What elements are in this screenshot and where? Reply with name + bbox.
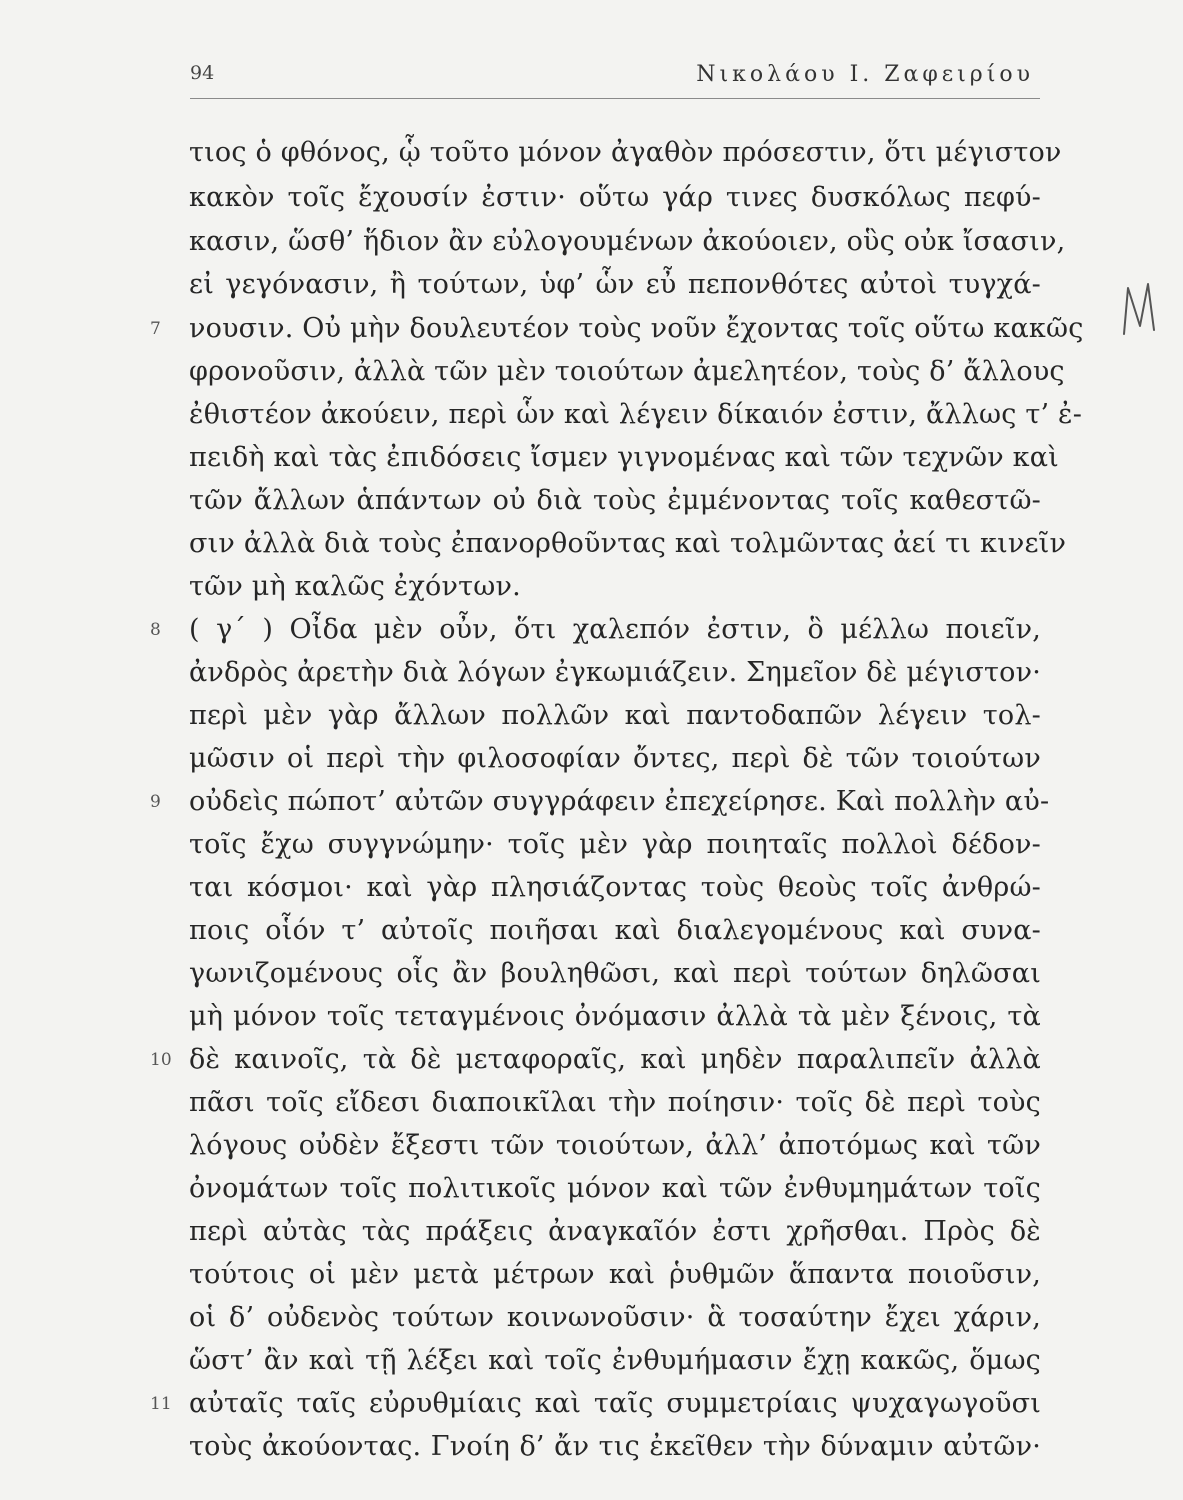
text-line: περὶ μὲν γὰρ ἄλλων πολλῶν καὶ παντοδαπῶν λέγειν τολ- — [189, 700, 1041, 731]
text-line: τῶν ἄλλων ἁπάντων οὐ διὰ τοὺς ἐμμένοντας τοῖς καθεστῶ- — [189, 485, 1041, 516]
text-line: ὥστ’ ἂν καὶ τῇ λέξει καὶ τοῖς ἐνθυμήμασιν ἔχῃ κακῶς, ὅμως — [189, 1345, 1041, 1376]
pencil-annotation-icon — [1118, 278, 1162, 338]
text-line: τιος ὁ φθόνος, ᾧ τοῦτο μόνον ἀγαθὸν πρόσεστιν, ὅτι μέγιστον — [189, 137, 1062, 168]
page-header — [190, 62, 1040, 99]
text-line: σιν ἀλλὰ διὰ τοὺς ἐπανορθοῦντας καὶ τολμῶντας ἀεί τι κινεῖν — [189, 528, 1067, 559]
text-line: ται κόσμοι· καὶ γὰρ πλησιάζοντας τοὺς θεοὺς τοῖς ἀνθρώ- — [189, 872, 1041, 903]
margin-section-number: 7 — [150, 319, 161, 339]
text-line: εἰ γεγόνασιν, ἢ τούτων, ὑφ’ ὧν εὖ πεπονθότες αὐτοὶ τυγχά- — [189, 269, 1041, 300]
text-line: οἱ δ’ οὐδενὸς τούτων κοινωνοῦσιν· ἃ τοσαύτην ἔχει χάριν, — [189, 1302, 1041, 1333]
text-line: γωνιζομένους οἷς ἂν βουληθῶσι, καὶ περὶ τούτων δηλῶσαι — [189, 958, 1041, 989]
text-line: ὀνομάτων τοῖς πολιτικοῖς μόνον καὶ τῶν ἐνθυμημάτων τοῖς — [189, 1173, 1041, 1204]
text-line: μὴ μόνον τοῖς τεταγμένοις ὀνόμασιν ἀλλὰ τὰ μὲν ξένοις, τὰ — [189, 1001, 1041, 1032]
text-line: φρονοῦσιν, ἀλλὰ τῶν μὲν τοιούτων ἀμελητέον, τοὺς δ’ ἄλλους — [189, 356, 1065, 387]
text-line: ( γ΄ ) Οἶδα μὲν οὖν, ὅτι χαλεπόν ἐστιν, ὃ μέλλω ποιεῖν, — [189, 614, 1041, 645]
text-line: αὐταῖς ταῖς εὐρυθμίαις καὶ ταῖς συμμετρίαις ψυχαγωγοῦσι — [189, 1388, 1041, 1419]
margin-section-number: 10 — [150, 1050, 172, 1070]
text-line: λόγους οὐδὲν ἔξεστι τῶν τοιούτων, ἀλλ’ ἀποτόμως καὶ τῶν — [189, 1130, 1041, 1161]
text-line: δὲ καινοῖς, τὰ δὲ μεταφοραῖς, καὶ μηδὲν παραλιπεῖν ἀλλὰ — [189, 1044, 1041, 1075]
text-line: τούτοις οἱ μὲν μετὰ μέτρων καὶ ῥυθμῶν ἅπαντα ποιοῦσιν, — [189, 1259, 1041, 1290]
text-line: κασιν, ὥσθ’ ἥδιον ἂν εὐλογουμένων ἀκούοιεν, οὓς οὐκ ἴσασιν, — [189, 226, 1066, 257]
text-line: νουσιν. Οὐ μὴν δουλευτέον τοὺς νοῦν ἔχοντας τοῖς οὕτω κακῶς — [189, 313, 1084, 344]
text-line: κακὸν τοῖς ἔχουσίν ἐστιν· οὕτω γάρ τινες δυσκόλως πεφύ- — [189, 182, 1041, 213]
text-line: περὶ αὐτὰς τὰς πράξεις ἀναγκαῖόν ἐστι χρῆσθαι. Πρὸς δὲ — [189, 1216, 1041, 1247]
text-line: πᾶσι τοῖς εἴδεσι διαποικῖλαι τὴν ποίησιν· τοῖς δὲ περὶ τοὺς — [189, 1087, 1041, 1118]
text-line: πειδὴ καὶ τὰς ἐπιδόσεις ἴσμεν γιγνομένας καὶ τῶν τεχνῶν καὶ — [189, 442, 1059, 473]
text-line: τῶν μὴ καλῶς ἐχόντων. — [189, 571, 521, 602]
text-line: οὐδεὶς πώποτ’ αὐτῶν συγγράφειν ἐπεχείρησε. Καὶ πολλὴν αὐ- — [189, 786, 1050, 817]
text-line: ἐθιστέον ἀκούειν, περὶ ὧν καὶ λέγειν δίκαιόν ἐστιν, ἄλλως τ’ ἐ- — [189, 399, 1083, 430]
text-line: μῶσιν οἱ περὶ τὴν φιλοσοφίαν ὄντες, περὶ δὲ τῶν τοιούτων — [189, 743, 1041, 774]
text-line: τοῖς ἔχω συγγνώμην· τοῖς μὲν γὰρ ποιηταῖς πολλοὶ δέδον- — [189, 829, 1041, 860]
running-head: Νικολάου Ι. Ζαφειρίου — [696, 62, 1034, 87]
page-number: 94 — [190, 62, 215, 84]
text-line: τοὺς ἀκούοντας. Γνοίη δ’ ἄν τις ἐκεῖθεν τὴν δύναμιν αὐτῶν· — [189, 1431, 1041, 1462]
margin-section-number: 11 — [150, 1394, 172, 1414]
text-line: ποις οἷόν τ’ αὐτοῖς ποιῆσαι καὶ διαλεγομένους καὶ συνα- — [189, 915, 1041, 946]
margin-section-number: 9 — [150, 792, 161, 812]
text-line: ἀνδρὸς ἀρετὴν διὰ λόγων ἐγκωμιάζειν. Σημεῖον δὲ μέγιστον· — [189, 657, 1042, 688]
margin-section-number: 8 — [150, 620, 161, 640]
